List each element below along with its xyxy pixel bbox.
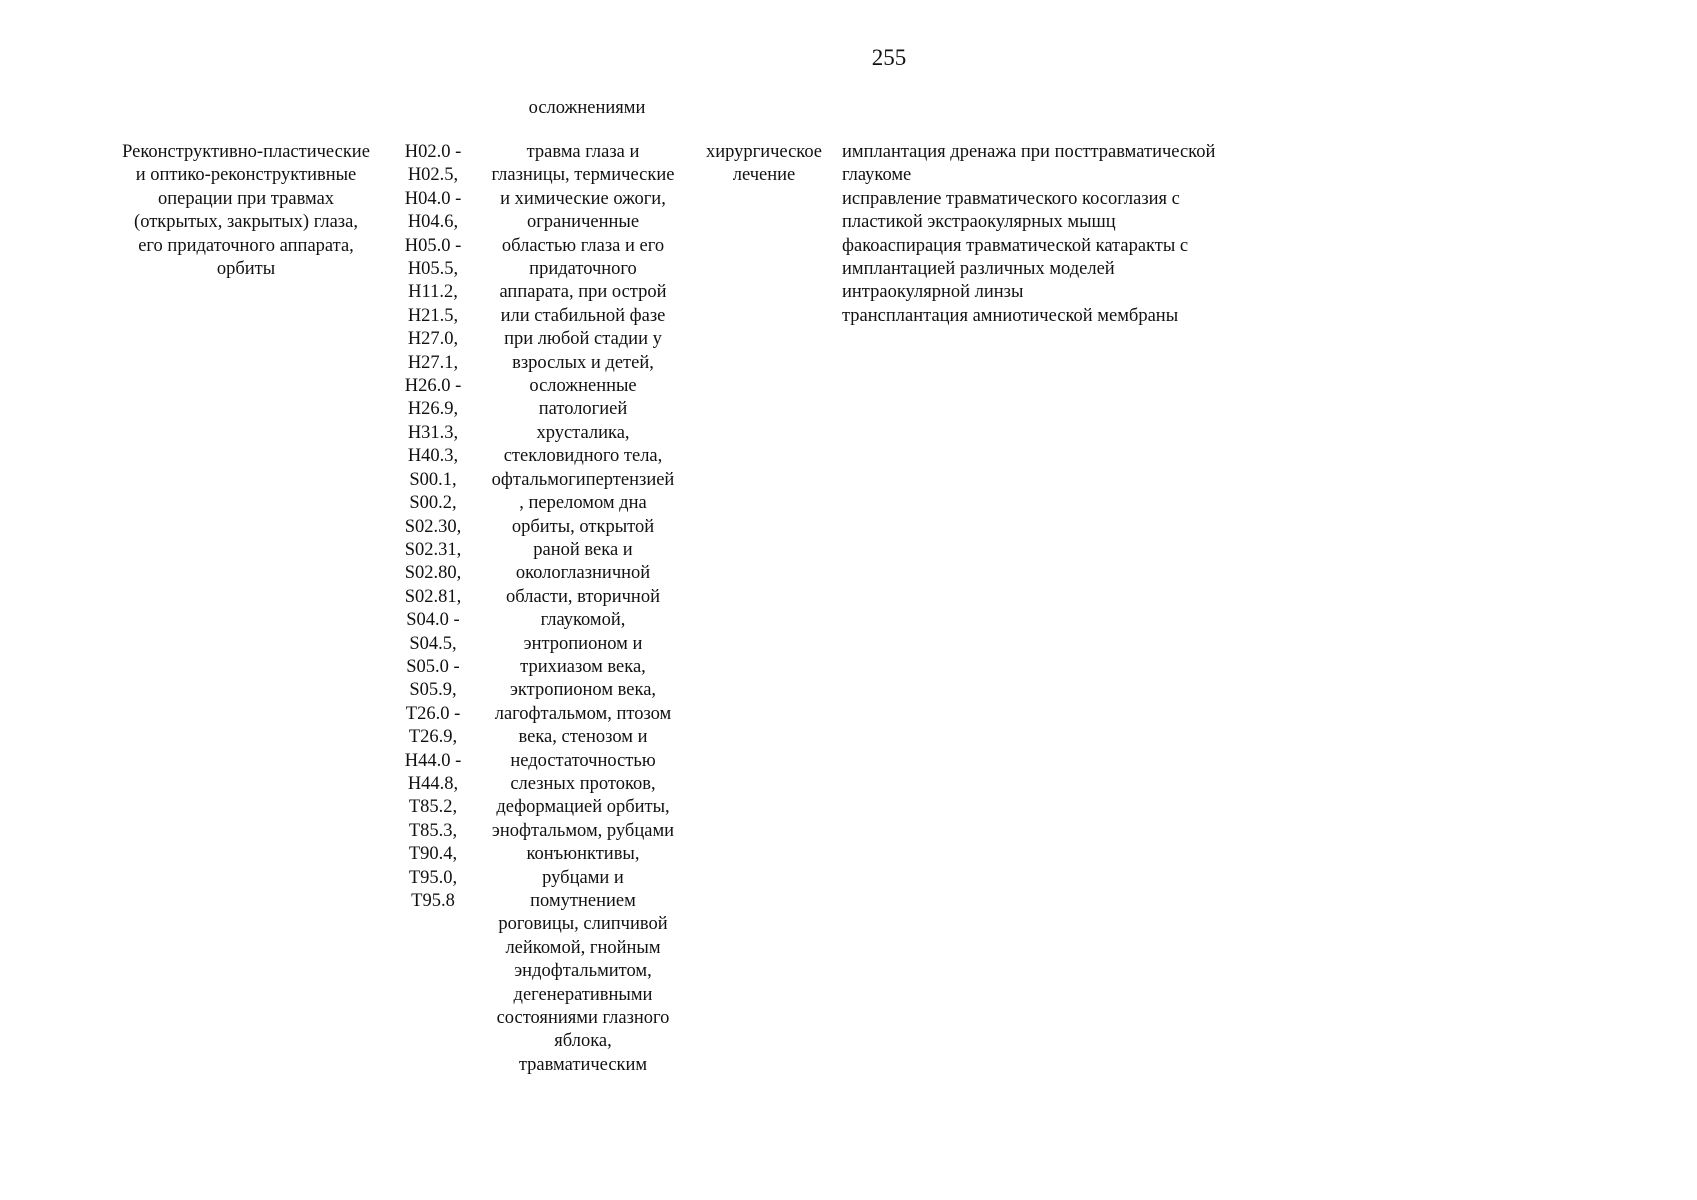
operation-name-line: (открытых, закрытых) глаза, [134, 212, 358, 233]
operation-name-line: и оптико-реконструктивные [135, 165, 357, 186]
treatment-method-line: глаукоме [842, 165, 912, 186]
patient-model-line: стекловидного тела, [503, 446, 663, 467]
patient-model-cell [478, 141, 688, 1077]
patient-model-line: или стабильной фазе [500, 305, 666, 326]
patient-model-line: придаточного [529, 259, 637, 280]
diagnosis-code: H04.0 - [404, 188, 462, 209]
page-number: 255 [871, 45, 907, 70]
treatment-method [842, 141, 1302, 188]
diagnosis-code: H26.9, [407, 399, 459, 420]
diagnosis-code: H02.5, [407, 165, 459, 186]
patient-model-line: энтропионом и [523, 633, 643, 654]
patient-model-line: травма глаза и [526, 142, 640, 162]
diagnosis-code: T95.8 [411, 891, 455, 911]
patient-model-line: при любой стадии у [504, 329, 662, 350]
patient-model-line: области, вторичной [506, 586, 660, 607]
diagnosis-code: H05.0 - [404, 235, 462, 256]
diagnosis-code: H44.0 - [404, 750, 462, 771]
diagnosis-codes-cell [398, 141, 468, 913]
diagnosis-code: S02.30, [404, 516, 462, 537]
operation-name-cell [106, 141, 386, 281]
treatment-method [842, 305, 1302, 328]
diagnosis-code: H04.6, [407, 212, 459, 233]
patient-model-line: роговицы, слипчивой [498, 914, 668, 935]
diagnosis-code: S04.0 - [406, 610, 460, 631]
patient-model-line: лейкомой, гнойным [505, 937, 661, 958]
diagnosis-code: T90.4, [408, 844, 458, 865]
diagnosis-code: T85.3, [408, 820, 458, 841]
operation-name-line: орбиты [216, 259, 276, 280]
diagnosis-code: S00.2, [409, 493, 457, 514]
diagnosis-code: H44.8, [407, 773, 459, 794]
diagnosis-code: S05.0 - [406, 656, 460, 677]
patient-model-line: офтальмогипертензией [491, 469, 675, 490]
patient-model-line: эндофтальмитом, [514, 961, 652, 982]
patient-model-line: осложненные [529, 376, 637, 397]
patient-model-line: эктропионом века, [509, 680, 657, 701]
patient-model-line: аппарата, при острой [499, 282, 667, 303]
treatment-method [842, 235, 1302, 305]
patient-model-line: глаукомой, [540, 610, 626, 631]
treatment-method-line: исправление травматического косоглазия с [842, 188, 1180, 209]
operation-name-line: операции при травмах [157, 188, 335, 209]
treatment-type-line: хирургическое [705, 142, 823, 162]
patient-model-line: рубцами и [542, 867, 624, 888]
patient-model-line: патологией [538, 399, 628, 420]
diagnosis-code: T95.0, [408, 867, 458, 888]
treatment-type-cell [694, 141, 834, 188]
diagnosis-code: T85.2, [408, 797, 458, 818]
treatment-method-line: факоаспирация травматической катаракты с [842, 235, 1189, 256]
patient-model-line: областью глаза и его [501, 235, 665, 256]
treatment-method [842, 188, 1302, 235]
treatment-method-line: интраокулярной линзы [842, 282, 1024, 303]
treatment-type-line: лечение [732, 165, 796, 186]
patient-model-line: века, стенозом и [518, 727, 648, 748]
treatment-method-line: пластикой экстраокулярных мышц [842, 212, 1116, 233]
diagnosis-code: H02.0 - [404, 142, 462, 162]
patient-model-line: слезных протоков, [510, 773, 656, 794]
patient-model-line: конъюнктивы, [526, 844, 640, 865]
diagnosis-code: S00.1, [409, 469, 457, 490]
patient-model-line: деформацией орбиты, [496, 797, 670, 818]
diagnosis-code: H27.0, [407, 329, 459, 350]
patient-model-line: помутнением [530, 891, 636, 911]
patient-model-line: орбиты, открытой [511, 516, 655, 537]
diagnosis-code: S02.31, [404, 539, 462, 560]
patient-model-line: окологлазничной [515, 563, 651, 584]
diagnosis-code: S02.81, [404, 586, 462, 607]
patient-model-line: дегенеративными [513, 984, 653, 1005]
diagnosis-code: H26.0 - [404, 376, 462, 397]
patient-model-line: лагофтальмом, птозом [494, 703, 672, 724]
patient-model-line: , переломом дна [519, 493, 647, 514]
diagnosis-code: S05.9, [409, 680, 457, 701]
treatment-method-line: имплантация дренажа при посттравматической [842, 142, 1216, 162]
patient-model-line: травматическим [518, 1054, 648, 1075]
patient-model-line: глазницы, термические [491, 165, 675, 186]
operation-name-line: его придаточного аппарата, [138, 235, 354, 256]
patient-model-line: яблока, [554, 1031, 612, 1052]
diagnosis-code: S04.5, [409, 633, 457, 654]
patient-model-line: взрослых и детей, [512, 352, 654, 373]
patient-model-line: и химические ожоги, [500, 188, 666, 209]
diagnosis-code: S02.80, [404, 563, 462, 584]
continuation-text: осложнениями [528, 98, 646, 118]
diagnosis-code: T26.0 - [405, 703, 461, 724]
diagnosis-code: H31.3, [407, 422, 459, 443]
diagnosis-code: H11.2, [408, 282, 458, 303]
patient-model-line: раной века и [533, 539, 633, 560]
patient-model-line: ограниченные [526, 212, 640, 233]
diagnosis-code: H27.1, [407, 352, 459, 373]
patient-model-line: хрусталика, [536, 422, 630, 443]
diagnosis-code: H40.3, [407, 446, 459, 467]
treatment-methods-cell [842, 141, 1302, 328]
diagnosis-code: T26.9, [408, 727, 458, 748]
treatment-method-line: трансплантация амниотической мембраны [842, 305, 1179, 326]
patient-model-line: состояниями глазного [496, 1008, 670, 1029]
patient-model-line: трихиазом века, [520, 656, 646, 677]
diagnosis-code: H21.5, [407, 305, 459, 326]
treatment-method-line: имплантацией различных моделей [842, 259, 1115, 280]
diagnosis-code: H05.5, [407, 259, 459, 280]
patient-model-line: энофтальмом, рубцами [491, 820, 675, 841]
operation-name-line: Реконструктивно-пластические [122, 142, 370, 162]
patient-model-line: недостаточностью [510, 750, 656, 771]
